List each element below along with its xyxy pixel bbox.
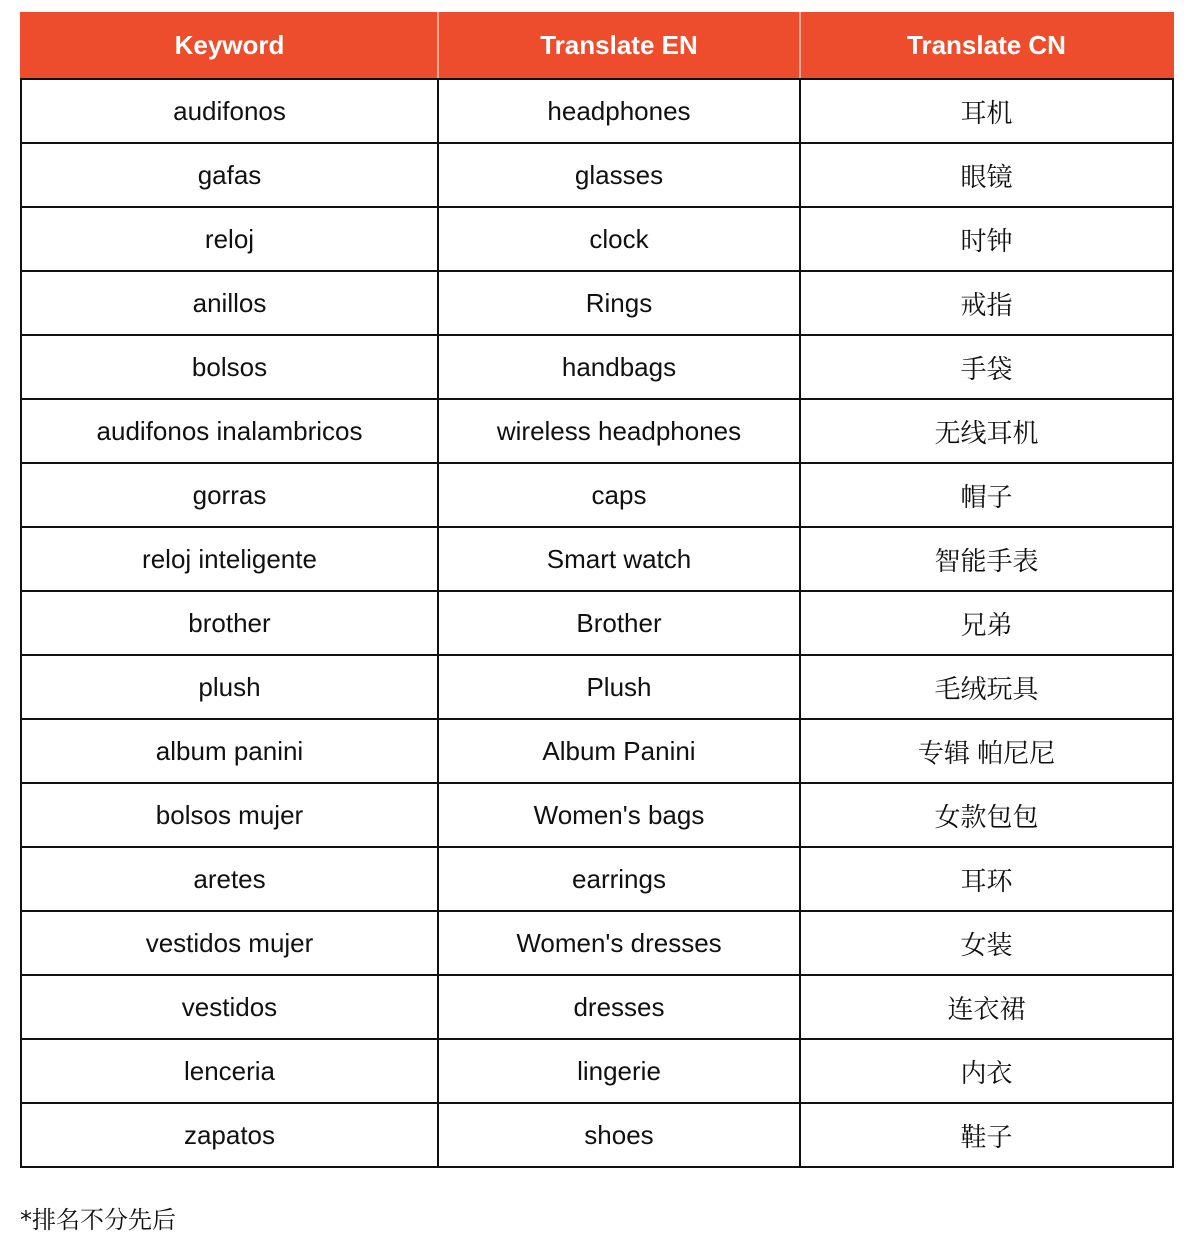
- translate-cn-cell: 耳环: [800, 847, 1173, 911]
- translate-en-cell: headphones: [438, 79, 800, 143]
- keyword-cell: reloj inteligente: [21, 527, 438, 591]
- keyword-cell: bolsos: [21, 335, 438, 399]
- keyword-cell: anillos: [21, 271, 438, 335]
- keyword-cell: aretes: [21, 847, 438, 911]
- table-row: [21, 847, 1173, 911]
- table-row: [21, 335, 1173, 399]
- table-row: [21, 143, 1173, 207]
- keyword-cell: reloj: [21, 207, 438, 271]
- translate-cn-cell: 时钟: [800, 207, 1173, 271]
- translate-en-cell: glasses: [438, 143, 800, 207]
- keyword-cell: bolsos mujer: [21, 783, 438, 847]
- translate-cn-cell: 无线耳机: [800, 399, 1173, 463]
- translate-cn-cell: 毛绒玩具: [800, 655, 1173, 719]
- translate-en-cell: clock: [438, 207, 800, 271]
- translate-cn-cell: 专辑 帕尼尼: [800, 719, 1173, 783]
- translate-cn-cell: 女装: [800, 911, 1173, 975]
- translate-en-cell: Plush: [438, 655, 800, 719]
- translate-cn-cell: 帽子: [800, 463, 1173, 527]
- keyword-cell: gorras: [21, 463, 438, 527]
- table-row: [21, 399, 1173, 463]
- translate-en-cell: Album Panini: [438, 719, 800, 783]
- translate-cn-cell: 手袋: [800, 335, 1173, 399]
- translate-en-cell: dresses: [438, 975, 800, 1039]
- translate-cn-cell: 兄弟: [800, 591, 1173, 655]
- keyword-table: [20, 12, 1174, 1168]
- translate-cn-cell: 智能手表: [800, 527, 1173, 591]
- translate-en-cell: wireless headphones: [438, 399, 800, 463]
- keyword-cell: audifonos inalambricos: [21, 399, 438, 463]
- table-row: [21, 1103, 1173, 1167]
- translate-cn-cell: 耳机: [800, 79, 1173, 143]
- translate-en-cell: Smart watch: [438, 527, 800, 591]
- translate-en-cell: handbags: [438, 335, 800, 399]
- translate-en-cell: Women's bags: [438, 783, 800, 847]
- table-row: [21, 207, 1173, 271]
- translate-en-cell: Women's dresses: [438, 911, 800, 975]
- keyword-cell: vestidos: [21, 975, 438, 1039]
- translate-cn-cell: 戒指: [800, 271, 1173, 335]
- header-keyword: Keyword: [21, 12, 438, 79]
- keyword-cell: brother: [21, 591, 438, 655]
- keyword-cell: plush: [21, 655, 438, 719]
- table-row: [21, 655, 1173, 719]
- keyword-cell: lenceria: [21, 1039, 438, 1103]
- table-row: [21, 783, 1173, 847]
- table-header-row: [21, 12, 1173, 79]
- table-row: [21, 591, 1173, 655]
- translate-en-cell: earrings: [438, 847, 800, 911]
- translate-cn-cell: 女款包包: [800, 783, 1173, 847]
- header-translate-en: Translate EN: [438, 12, 800, 79]
- keyword-cell: gafas: [21, 143, 438, 207]
- keyword-cell: album panini: [21, 719, 438, 783]
- table-row: [21, 975, 1173, 1039]
- keyword-cell: zapatos: [21, 1103, 438, 1167]
- translate-cn-cell: 连衣裙: [800, 975, 1173, 1039]
- translate-en-cell: Rings: [438, 271, 800, 335]
- footnote: *排名不分先后: [20, 1206, 176, 1234]
- keyword-cell: audifonos: [21, 79, 438, 143]
- translate-en-cell: shoes: [438, 1103, 800, 1167]
- table-row: [21, 911, 1173, 975]
- table-row: [21, 271, 1173, 335]
- translate-cn-cell: 眼镜: [800, 143, 1173, 207]
- table-row: [21, 463, 1173, 527]
- table-row: [21, 719, 1173, 783]
- header-translate-cn: Translate CN: [800, 12, 1173, 79]
- keyword-table-container: [20, 12, 1172, 1168]
- translate-en-cell: Brother: [438, 591, 800, 655]
- table-row: [21, 1039, 1173, 1103]
- table-row: [21, 527, 1173, 591]
- translate-cn-cell: 鞋子: [800, 1103, 1173, 1167]
- table-row: [21, 79, 1173, 143]
- translate-en-cell: lingerie: [438, 1039, 800, 1103]
- translate-en-cell: caps: [438, 463, 800, 527]
- translate-cn-cell: 内衣: [800, 1039, 1173, 1103]
- keyword-cell: vestidos mujer: [21, 911, 438, 975]
